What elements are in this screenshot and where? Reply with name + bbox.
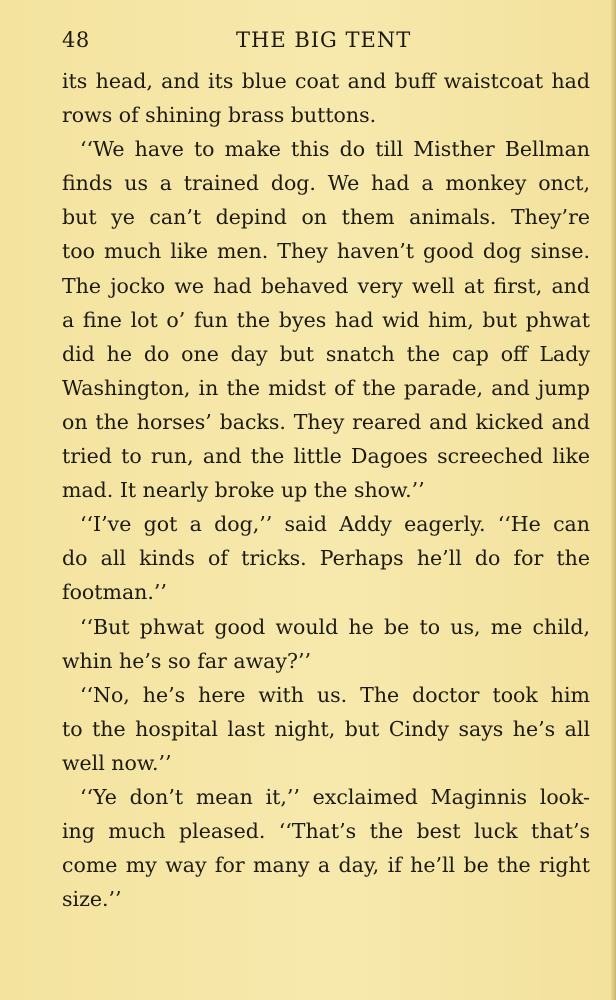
text-line: ‘‘I’ve got a dog,’’ said Addy eagerly. ‘‘He can xyxy=(80,512,590,537)
text-line: rows of shining brass buttons. xyxy=(62,103,377,128)
text-line: a fine lot o’ fun the byes had wid him, but phwat xyxy=(62,307,590,332)
text-line: footman.’’ xyxy=(62,580,167,605)
text-line: whin he’s so far away?’’ xyxy=(62,648,312,673)
text-line: ‘‘No, he’s here with us. The doctor took him xyxy=(80,682,590,707)
text-line: ‘‘But phwat good would he be to us, me child, xyxy=(80,614,590,639)
text-line: mad. It nearly broke up the show.’’ xyxy=(62,478,425,503)
text-line: come my way for many a day, if he’ll be the right xyxy=(62,853,590,878)
text-line: to the hospital last night, but Cindy says he’s all xyxy=(62,716,590,741)
text-line: tried to run, and the little Dagoes screeched like xyxy=(62,444,590,469)
page-number: 48 xyxy=(62,28,90,52)
page-edge-shadow xyxy=(610,0,616,1000)
text-line: Washington, in the midst of the parade, and jump xyxy=(62,375,590,400)
text-line: finds us a trained dog. We had a monkey onct, xyxy=(62,171,590,196)
text-line: too much like men. They haven’t good dog sinse. xyxy=(62,239,590,264)
page-header xyxy=(62,28,588,58)
text-line: ‘‘Ye don’t mean it,’’ exclaimed Maginnis look- xyxy=(80,784,590,809)
text-line: do all kinds of tricks. Perhaps he’ll do for the xyxy=(62,546,590,571)
text-line: but ye can’t depind on them animals. They’re xyxy=(62,205,590,230)
text-line: size.’’ xyxy=(62,887,122,912)
text-line: well now.’’ xyxy=(62,750,172,775)
text-line: its head, and its blue coat and buff waistcoat had xyxy=(62,69,590,93)
text-line: The jocko we had behaved very well at first, and xyxy=(62,273,590,298)
text-line: ‘‘We have to make this do till Misther Bellman xyxy=(80,137,590,162)
text-line: on the horses’ backs. They reared and kicked and xyxy=(62,409,590,434)
body-text xyxy=(62,64,590,916)
text-line: ing much pleased. ‘‘That’s the best luck that’s xyxy=(62,819,590,844)
text-line: did he do one day but snatch the cap off Lady xyxy=(62,341,590,366)
running-title: THE BIG TENT xyxy=(236,28,412,52)
